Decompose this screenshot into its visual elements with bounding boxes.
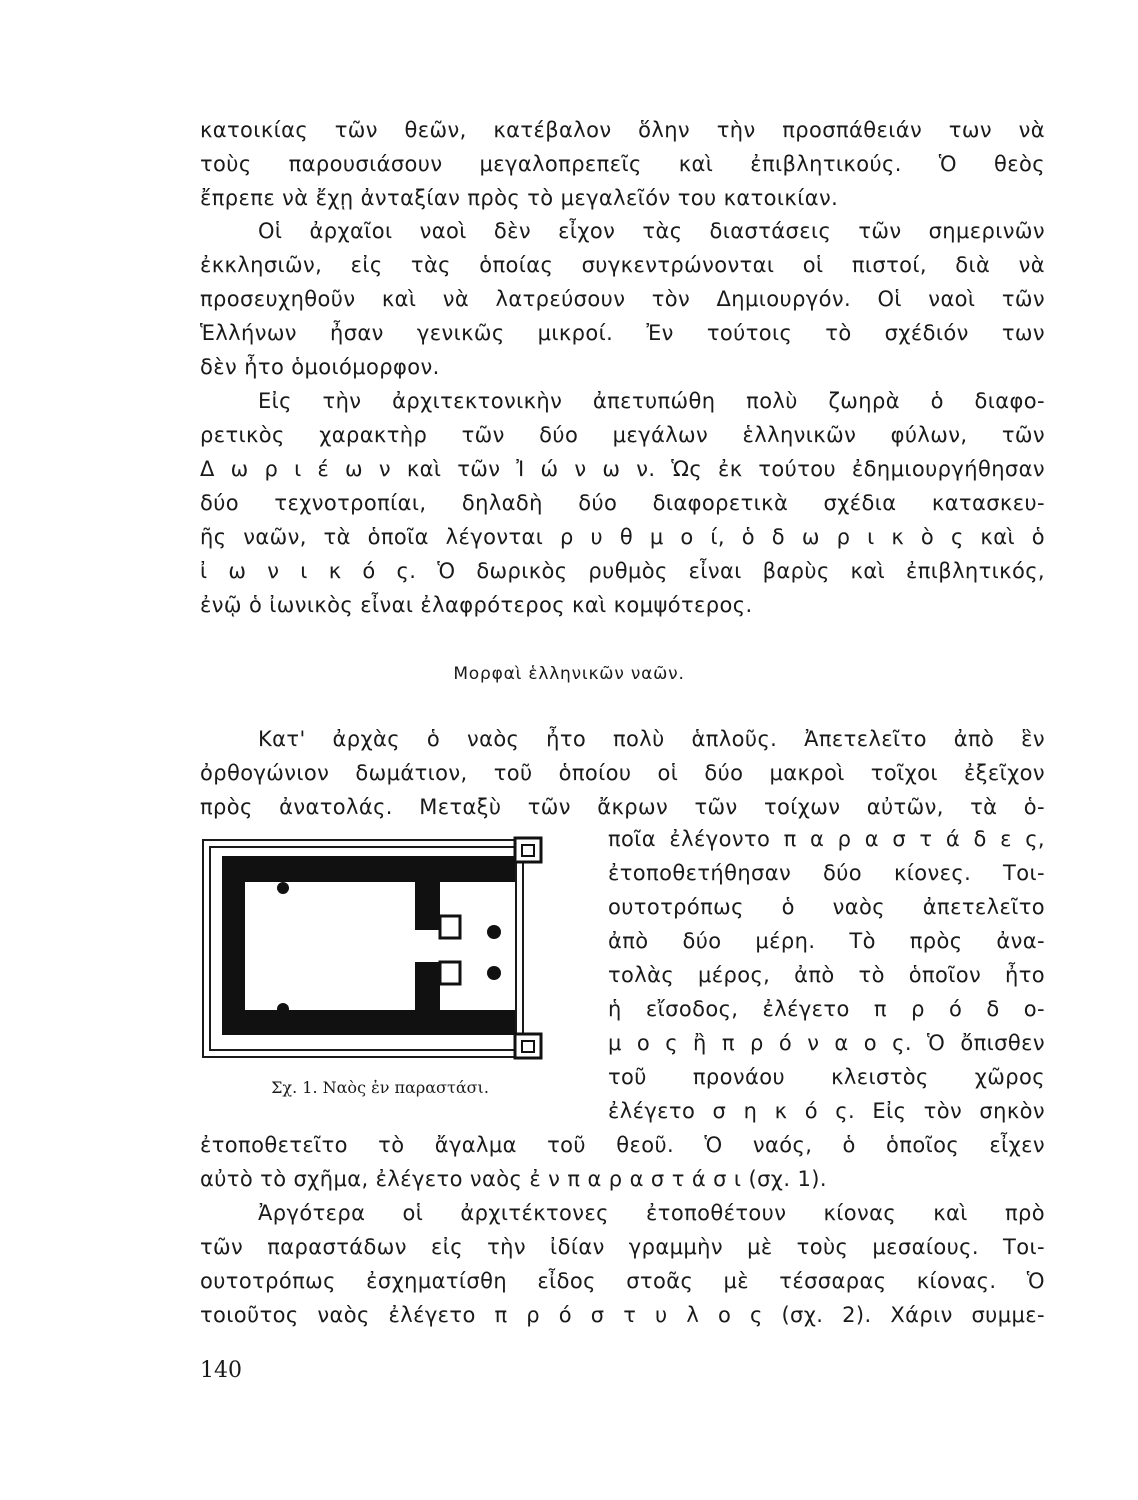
interior-dot-2 bbox=[277, 1003, 289, 1015]
text-line: αὐτὸ τὸ σχῆμα, ἐλέγετο ναὸς ἐ ν π α ρ α σ τ ά σ ι (σχ. 1). bbox=[200, 1167, 827, 1191]
figure-caption: Σχ. 1. Ναὸς ἐν παραστάσι. bbox=[271, 1078, 489, 1097]
text-line: προσευχηθοῦν καὶ νὰ λατρεύσουν τὸν Δημιουργόν. Οἱ ναοὶ τῶν bbox=[200, 287, 1045, 311]
text-line: Οἱ ἀρχαῖοι ναοὶ δὲν εἶχον τὰς διαστάσεις τῶν σημερινῶν bbox=[258, 219, 1045, 243]
text-line: ουτοτρόπως ὁ ναὸς ἀπετελεῖτο bbox=[608, 895, 1045, 919]
text-line: Κατ' ἀρχὰς ὁ ναὸς ἦτο πολὺ ἁπλοῦς. Ἀπετελεῖτο ἀπὸ ἓν bbox=[258, 727, 1045, 751]
text-line: ρετικὸς χαρακτὴρ τῶν δύο μεγάλων ἑλληνικῶν φύλων, τῶν bbox=[200, 423, 1045, 447]
text-line: ἐλέγετο σ η κ ό ς. Εἰς τὸν σηκὸν bbox=[608, 1099, 1045, 1123]
text-line: μ ο ς ἢ π ρ ό ν α ο ς. Ὁ ὄπισθεν bbox=[608, 1031, 1045, 1055]
text-line: τολὰς μέρος, ἀπὸ τὸ ὁποῖον ἦτο bbox=[608, 963, 1045, 987]
text-line: τοιοῦτος ναὸς ἐλέγετο π ρ ό σ τ υ λ ο ς (σχ. 2). Χάριν συμμε- bbox=[200, 1303, 1045, 1327]
cella-walls bbox=[222, 856, 515, 1035]
text-line: δύο τεχνοτροπίαι, δηλαδὴ δύο διαφορετικὰ σχέδια κατασκευ- bbox=[200, 491, 1045, 515]
text-line: ἐτοποθετεῖτο τὸ ἄγαλμα τοῦ θεοῦ. Ὁ ναός, ὁ ὁποῖος εἶχεν bbox=[200, 1133, 1045, 1157]
section-heading: Μορφαὶ ἑλληνικῶν ναῶν. bbox=[453, 664, 685, 684]
anta-top bbox=[515, 838, 541, 862]
interior-dot-1 bbox=[277, 882, 289, 894]
door-jamb-top bbox=[440, 916, 460, 938]
door-jamb-bottom bbox=[440, 962, 460, 984]
text-line: ἐτοποθετήθησαν δύο κίονες. Τοι- bbox=[608, 861, 1045, 885]
text-line: Δ ω ρ ι έ ω ν καὶ τῶν Ἰ ώ ν ω ν. Ὡς ἐκ τούτου ἐδημιουργήθησαν bbox=[200, 457, 1045, 481]
text-line: τοὺς παρουσιάσουν μεγαλοπρεπεῖς καὶ ἐπιβλητικούς. Ὁ θεὸς bbox=[200, 152, 1045, 176]
text-line: Ἀργότερα οἱ ἀρχιτέκτονες ἐτοποθέτουν κίονας καὶ πρὸ bbox=[258, 1201, 1045, 1225]
text-line: ἀπὸ δύο μέρη. Τὸ πρὸς ἀνα- bbox=[608, 929, 1045, 953]
text-line: ουτοτρόπως ἐσχηματίσθη εἶδος στοᾶς μὲ τέσσαρας κίονας. Ὁ bbox=[200, 1269, 1045, 1293]
column-1 bbox=[487, 925, 501, 939]
column-2 bbox=[487, 966, 501, 980]
anta-bottom bbox=[515, 1034, 541, 1058]
text-line: δὲν ἦτο ὁμοιόμορφον. bbox=[200, 355, 440, 379]
text-line: ὀρθογώνιον δωμάτιον, τοῦ ὁποίου οἱ δύο μακροὶ τοῖχοι ἐξεῖχον bbox=[200, 761, 1045, 785]
text-line: ἰ ω ν ι κ ό ς. Ὁ δωρικὸς ρυθμὸς εἶναι βαρὺς καὶ ἐπιβλητικός, bbox=[200, 559, 1045, 583]
text-line: Εἰς τὴν ἀρχιτεκτονικὴν ἀπετυπώθη πολὺ ζωηρὰ ὁ διαφο- bbox=[258, 389, 1045, 413]
temple-plan-figure bbox=[200, 832, 560, 1072]
text-line: ποῖα ἐλέγοντο π α ρ α σ τ ά δ ε ς, bbox=[608, 827, 1045, 851]
text-line: τῶν παραστάδων εἰς τὴν ἰδίαν γραμμὴν μὲ τοὺς μεσαίους. Τοι- bbox=[200, 1235, 1045, 1259]
page-number: 140 bbox=[200, 1358, 242, 1383]
text-line: ἐκκλησιῶν, εἰς τὰς ὁποίας συγκεντρώνονται οἱ πιστοί, διὰ νὰ bbox=[200, 253, 1045, 277]
text-line: ἐνῷ ὁ ἰωνικὸς εἶναι ἐλαφρότερος καὶ κομψότερος. bbox=[200, 593, 753, 617]
text-line: ἔπρεπε νὰ ἔχῃ ἀνταξίαν πρὸς τὸ μεγαλεῖόν του κατοικίαν. bbox=[200, 186, 839, 210]
text-line: Ἑλλήνων ἦσαν γενικῶς μικροί. Ἐν τούτοις τὸ σχέδιόν των bbox=[200, 321, 1045, 345]
text-line: ῆς ναῶν, τὰ ὁποῖα λέγονται ρ υ θ μ ο ί, ὁ δ ω ρ ι κ ὸ ς καὶ ὁ bbox=[200, 525, 1045, 549]
text-line: ἡ εἴσοδος, ἐλέγετο π ρ ό δ ο- bbox=[608, 997, 1045, 1021]
text-line: πρὸς ἀνατολάς. Μεταξὺ τῶν ἄκρων τῶν τοίχων αὐτῶν, τὰ ὁ- bbox=[200, 795, 1045, 819]
text-line: κατοικίας τῶν θεῶν, κατέβαλον ὅλην τὴν προσπάθειάν των νὰ bbox=[200, 118, 1045, 142]
text-line: τοῦ προνάου κλειστὸς χῶρος bbox=[608, 1065, 1045, 1089]
